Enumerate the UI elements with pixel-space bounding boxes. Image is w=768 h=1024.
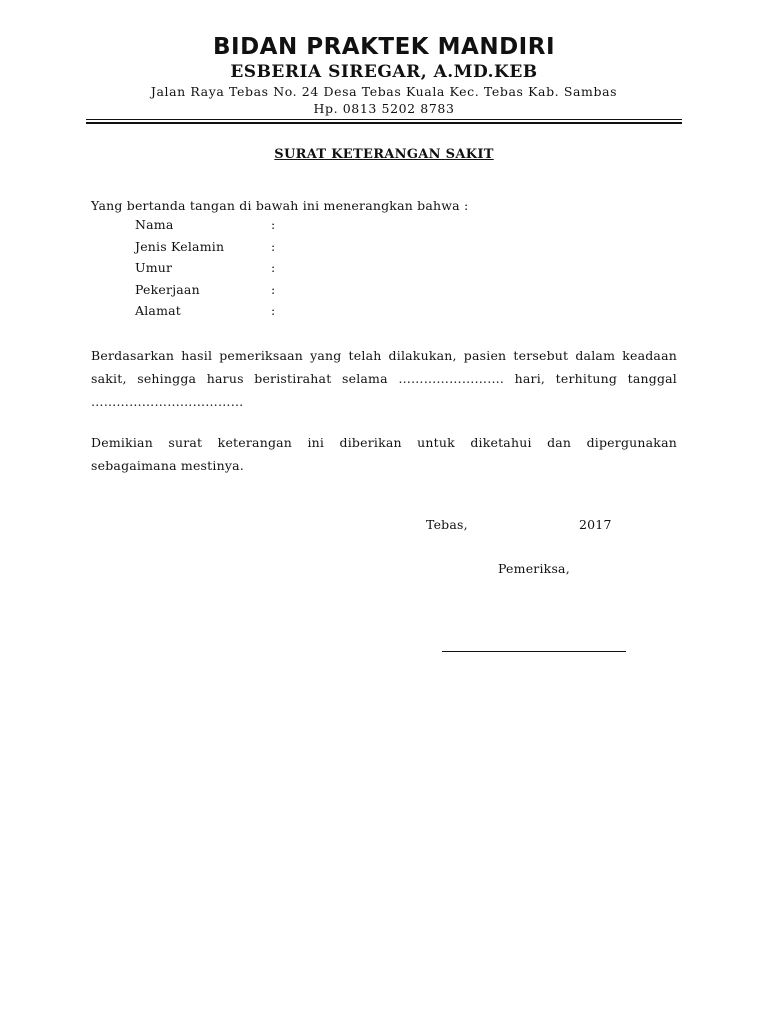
body-paragraph-examination: Berdasarkan hasil pemeriksaan yang telah dilakukan, pasien tersebut dalam keadaan sakit, sehingga harus beristirahat selama ……………………. hari, terhitung tanggal ………………………………: [91, 348, 677, 409]
letterhead-title: BIDAN PRAKTEK MANDIRI: [212, 34, 555, 60]
signature-line: [442, 651, 626, 652]
field-label: Jenis Kelamin: [135, 239, 225, 254]
field-label: Alamat: [135, 303, 182, 318]
signature-year: 2017: [579, 517, 612, 532]
body-paragraph-closing: Demikian surat keterangan ini diberikan untuk diketahui dan dipergunakan sebagaimana mestinya.: [91, 435, 677, 473]
signature-place: Tebas,: [426, 517, 468, 532]
field-colon: :: [271, 303, 276, 318]
field-label: Nama: [135, 217, 174, 232]
document-title: SURAT KETERANGAN SAKIT: [274, 147, 494, 162]
signature-role: Pemeriksa,: [498, 561, 570, 576]
field-colon: :: [271, 239, 276, 254]
field-label: Pekerjaan: [135, 282, 200, 297]
letterhead-name: ESBERIA SIREGAR, A.MD.KEB: [230, 62, 538, 82]
letterhead-divider-thick: [86, 122, 682, 124]
letterhead-divider-thin: [86, 119, 682, 120]
intro-text: Yang bertanda tangan di bawah ini menerangkan bahwa :: [91, 198, 469, 213]
field-colon: :: [271, 282, 276, 297]
field-colon: :: [271, 217, 276, 232]
field-colon: :: [271, 260, 276, 275]
field-label: Umur: [135, 260, 173, 275]
letterhead-address: Jalan Raya Tebas No. 24 Desa Tebas Kuala Kec. Tebas Kab. Sambas: [150, 84, 618, 99]
letterhead-phone: Hp. 0813 5202 8783: [313, 101, 455, 116]
